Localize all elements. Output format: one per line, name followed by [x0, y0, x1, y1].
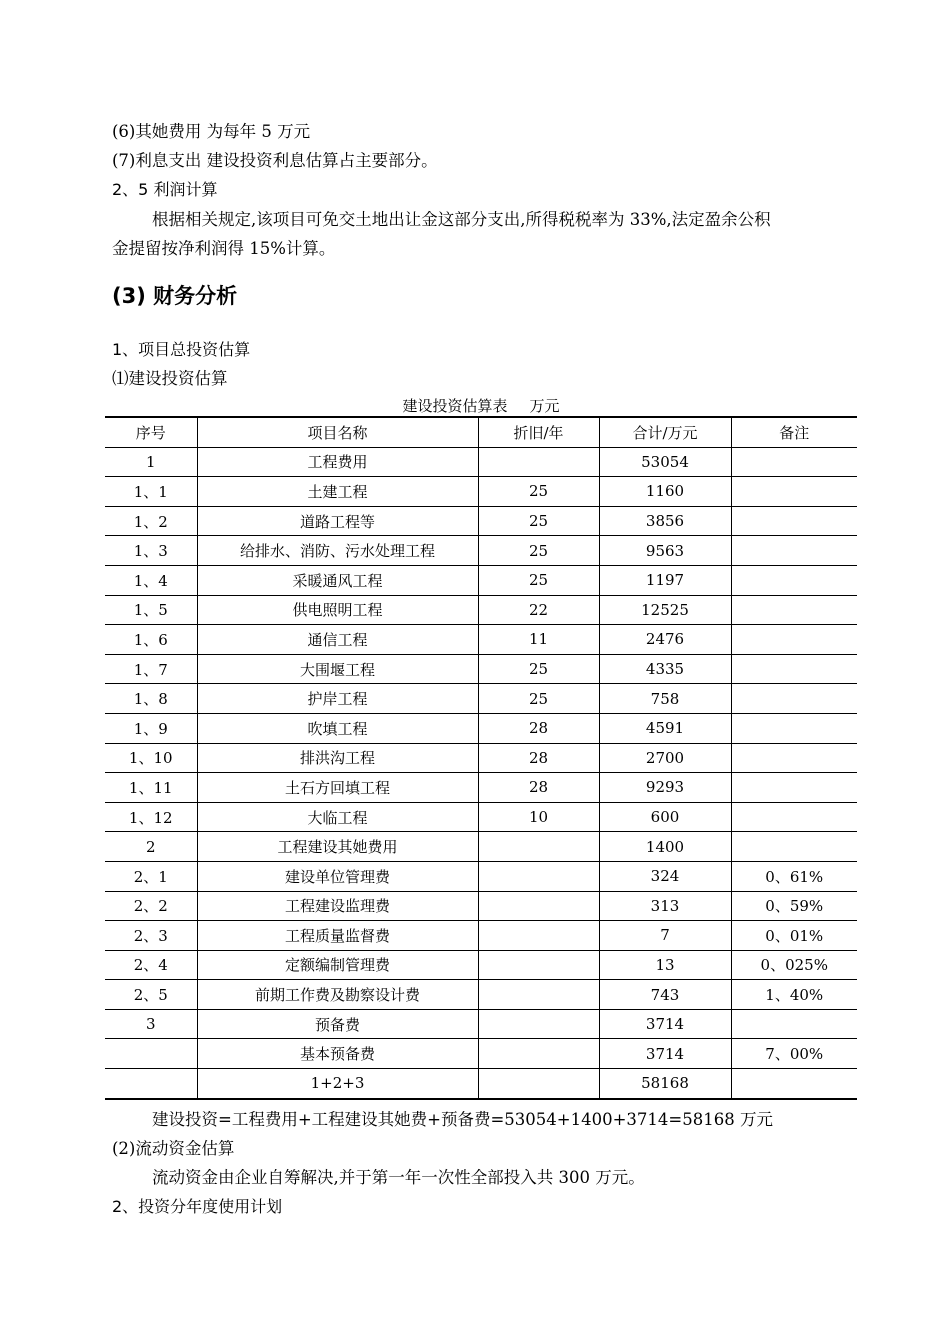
cell-total: 324 — [599, 861, 731, 891]
table-header-row — [105, 417, 857, 447]
header-index: 序号 — [105, 417, 197, 447]
sub-heading-annual-plan: 2、投资分年度使用计划 — [112, 1197, 283, 1216]
table-row — [105, 477, 857, 507]
cell-item-name: 道路工程等 — [197, 506, 478, 536]
table-row — [105, 447, 857, 477]
profit-heading: 2、5 利润计算 — [112, 180, 218, 199]
table-body — [105, 447, 857, 1099]
cell-item-name: 前期工作费及勘察设计费 — [197, 980, 478, 1010]
cell-remark — [731, 802, 857, 832]
cell-item-name: 工程建设监理费 — [197, 891, 478, 921]
sub-heading-construction-investment: ⑴建设投资估算 — [112, 369, 228, 388]
table-row — [105, 1009, 857, 1039]
investment-estimate-table — [105, 416, 857, 1100]
cell-total: 4591 — [599, 713, 731, 743]
cell-depreciation: 10 — [478, 802, 599, 832]
cell-total: 4335 — [599, 654, 731, 684]
cell-total: 758 — [599, 684, 731, 714]
cell-item-name: 定额编制管理费 — [197, 950, 478, 980]
cell-depreciation — [478, 832, 599, 862]
cell-depreciation — [478, 447, 599, 477]
cell-depreciation — [478, 1009, 599, 1039]
cell-item-name: 大围堰工程 — [197, 654, 478, 684]
cell-item-name: 预备费 — [197, 1009, 478, 1039]
table-row — [105, 713, 857, 743]
table-row — [105, 743, 857, 773]
cell-item-name: 给排水、消防、污水处理工程 — [197, 536, 478, 566]
cell-total: 3714 — [599, 1009, 731, 1039]
cell-index: 2 — [105, 832, 197, 862]
header-depreciation: 折旧/年 — [478, 417, 599, 447]
cell-remark — [731, 1069, 857, 1099]
profit-paragraph-line-1: 根据相关规定,该项目可免交土地出让金这部分支出,所得税税率为 33%,法定盈余公积 — [152, 210, 771, 229]
cell-index: 1、8 — [105, 684, 197, 714]
cell-remark — [731, 565, 857, 595]
cell-item-name: 建设单位管理费 — [197, 861, 478, 891]
cell-total: 9563 — [599, 536, 731, 566]
cell-item-name: 排洪沟工程 — [197, 743, 478, 773]
cell-remark — [731, 595, 857, 625]
table-row — [105, 595, 857, 625]
cell-remark: 0、025% — [731, 950, 857, 980]
cell-index: 2、4 — [105, 950, 197, 980]
cell-remark: 0、59% — [731, 891, 857, 921]
cell-index — [105, 1039, 197, 1069]
cell-remark — [731, 832, 857, 862]
cell-item-name: 1+2+3 — [197, 1069, 478, 1099]
cell-item-name: 工程质量监督费 — [197, 921, 478, 951]
cell-depreciation — [478, 950, 599, 980]
cell-index: 1、1 — [105, 477, 197, 507]
cell-total: 1400 — [599, 832, 731, 862]
table-row — [105, 506, 857, 536]
cell-total: 13 — [599, 950, 731, 980]
table-row — [105, 980, 857, 1010]
cell-depreciation: 25 — [478, 654, 599, 684]
cell-depreciation: 28 — [478, 743, 599, 773]
cell-total: 3714 — [599, 1039, 731, 1069]
cell-index: 1、10 — [105, 743, 197, 773]
table-row — [105, 654, 857, 684]
sub-heading-total-investment: 1、项目总投资估算 — [112, 340, 251, 359]
cell-index: 2、1 — [105, 861, 197, 891]
header-remark: 备注 — [731, 417, 857, 447]
cell-item-name: 供电照明工程 — [197, 595, 478, 625]
cell-remark — [731, 536, 857, 566]
table-row — [105, 921, 857, 951]
cell-index: 1、4 — [105, 565, 197, 595]
cell-remark — [731, 713, 857, 743]
text-line-interest: (7)利息支出 建设投资利息估算占主要部分。 — [112, 151, 438, 170]
cell-total: 7 — [599, 921, 731, 951]
cell-item-name: 通信工程 — [197, 625, 478, 655]
cell-index: 1、5 — [105, 595, 197, 625]
cell-remark — [731, 1009, 857, 1039]
cell-depreciation — [478, 921, 599, 951]
cell-depreciation — [478, 1069, 599, 1099]
cell-depreciation — [478, 861, 599, 891]
cell-remark: 1、40% — [731, 980, 857, 1010]
formula-line: 建设投资=工程费用+工程建设其她费+预备费=53054+1400+3714=58168 万元 — [152, 1110, 773, 1129]
cell-item-name: 工程建设其她费用 — [197, 832, 478, 862]
table-caption-title: 建设投资估算表 — [402, 397, 508, 415]
cell-depreciation: 28 — [478, 773, 599, 803]
table-row — [105, 625, 857, 655]
cell-total: 1197 — [599, 565, 731, 595]
cell-remark — [731, 654, 857, 684]
cell-item-name: 工程费用 — [197, 447, 478, 477]
cell-remark — [731, 684, 857, 714]
cell-total: 9293 — [599, 773, 731, 803]
cell-total: 3856 — [599, 506, 731, 536]
table-caption-unit: 万元 — [529, 397, 560, 415]
cell-depreciation — [478, 1039, 599, 1069]
profit-paragraph-line-2: 金提留按净利润得 15%计算。 — [112, 239, 336, 258]
cell-remark: 7、00% — [731, 1039, 857, 1069]
table-row — [105, 773, 857, 803]
cell-depreciation — [478, 891, 599, 921]
cell-depreciation — [478, 980, 599, 1010]
cell-total: 1160 — [599, 477, 731, 507]
header-item-name: 项目名称 — [197, 417, 478, 447]
cell-remark — [731, 743, 857, 773]
table-caption — [105, 395, 857, 416]
cell-total: 12525 — [599, 595, 731, 625]
table-row — [105, 536, 857, 566]
text-line-other-costs: (6)其她费用 为每年 5 万元 — [112, 122, 311, 141]
cell-depreciation: 25 — [478, 477, 599, 507]
cell-index: 1、6 — [105, 625, 197, 655]
cell-remark — [731, 506, 857, 536]
cell-index: 2、5 — [105, 980, 197, 1010]
cell-depreciation: 25 — [478, 565, 599, 595]
cell-item-name: 采暖通风工程 — [197, 565, 478, 595]
cell-remark — [731, 773, 857, 803]
cell-remark: 0、61% — [731, 861, 857, 891]
cell-index: 1、9 — [105, 713, 197, 743]
cell-total: 2700 — [599, 743, 731, 773]
cell-index: 1 — [105, 447, 197, 477]
cell-remark — [731, 447, 857, 477]
cell-index: 1、2 — [105, 506, 197, 536]
cell-index — [105, 1069, 197, 1099]
cell-total: 53054 — [599, 447, 731, 477]
cell-item-name: 基本预备费 — [197, 1039, 478, 1069]
table-row — [105, 1069, 857, 1099]
section-title: (3) 财务分析 — [112, 284, 238, 308]
cell-remark: 0、01% — [731, 921, 857, 951]
cell-index: 1、11 — [105, 773, 197, 803]
table-row — [105, 950, 857, 980]
table-row — [105, 832, 857, 862]
cell-total: 313 — [599, 891, 731, 921]
cell-remark — [731, 477, 857, 507]
cell-total: 2476 — [599, 625, 731, 655]
cell-index: 2、3 — [105, 921, 197, 951]
table-row — [105, 891, 857, 921]
cell-index: 1、3 — [105, 536, 197, 566]
cell-item-name: 大临工程 — [197, 802, 478, 832]
cell-index: 1、12 — [105, 802, 197, 832]
cell-item-name: 护岸工程 — [197, 684, 478, 714]
cell-item-name: 吹填工程 — [197, 713, 478, 743]
cell-depreciation: 25 — [478, 506, 599, 536]
table-row — [105, 565, 857, 595]
cell-total: 58168 — [599, 1069, 731, 1099]
table-row — [105, 802, 857, 832]
table-row — [105, 861, 857, 891]
table-row — [105, 1039, 857, 1069]
cell-remark — [731, 625, 857, 655]
cell-item-name: 土石方回填工程 — [197, 773, 478, 803]
cell-total: 743 — [599, 980, 731, 1010]
cell-index: 3 — [105, 1009, 197, 1039]
cell-depreciation: 22 — [478, 595, 599, 625]
cell-depreciation: 25 — [478, 684, 599, 714]
working-capital-heading: (2)流动资金估算 — [112, 1139, 235, 1158]
cell-depreciation: 25 — [478, 536, 599, 566]
cell-index: 2、2 — [105, 891, 197, 921]
cell-index: 1、7 — [105, 654, 197, 684]
working-capital-paragraph: 流动资金由企业自筹解决,并于第一年一次性全部投入共 300 万元。 — [152, 1168, 645, 1187]
cell-depreciation: 28 — [478, 713, 599, 743]
table-row — [105, 684, 857, 714]
header-total: 合计/万元 — [599, 417, 731, 447]
cell-total: 600 — [599, 802, 731, 832]
cell-depreciation: 11 — [478, 625, 599, 655]
cell-item-name: 土建工程 — [197, 477, 478, 507]
